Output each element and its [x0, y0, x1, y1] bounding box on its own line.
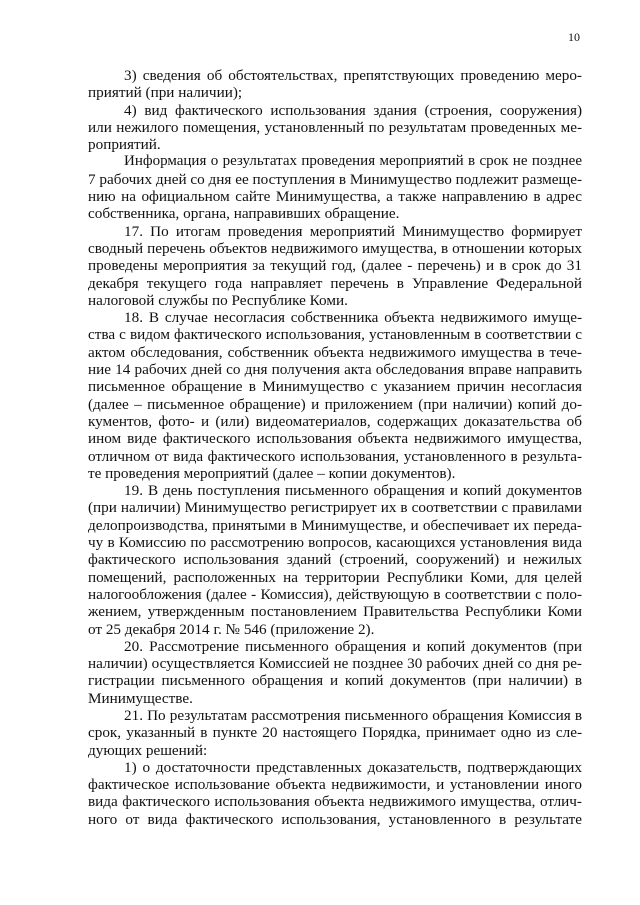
text-line: 21. По результатам рассмотрения письменного обращения Комиссия в — [124, 706, 582, 724]
text-line: фактического использования зданий (строений, сооружений) и нежилых — [88, 551, 582, 569]
text-line: (далее – письменное обращение) и приложением (при наличии) копий до- — [88, 395, 582, 413]
text-line: декабря текущего года направляет перечень в Управление Федеральной — [88, 274, 582, 292]
text-line: срок, указанный в пункте 20 настоящего Порядка, принимает одно из сле- — [88, 724, 582, 742]
text-line: Информация о результатах проведения мероприятий в срок не позднее — [124, 153, 582, 170]
text-line: наличии) осуществляется Комиссией не позднее 30 рабочих дней со дня ре- — [88, 655, 582, 673]
text-line: от 25 декабря 2014 г. № 546 (приложение 2). — [88, 620, 375, 638]
text-line: собственника, органа, направивших обращение. — [88, 205, 400, 223]
text-line: те проведения мероприятий (далее – копии документов). — [88, 464, 456, 482]
text-line: дующих решений: — [88, 741, 208, 759]
text-line: ние 14 рабочих дней со дня получения акта обследования вправе направить — [88, 361, 582, 379]
text-line: вида фактического использования объекта недвижимого имущества, отлич- — [88, 793, 582, 811]
text-line: (при наличии) Минимущество регистрирует их в соответствии с правилами — [88, 499, 582, 517]
text-line: 17. По итогам проведения мероприятий Минимущество формирует — [124, 222, 582, 240]
text-line: сводный перечень объектов недвижимого имущества, в отношении которых — [88, 239, 582, 257]
text-line: актом обследования, собственник объекта недвижимого имущества в тече- — [88, 343, 582, 361]
text-line: Минимуществе. — [88, 689, 193, 707]
text-line: 3) сведения об обстоятельствах, препятствующих проведению меро- — [124, 67, 582, 84]
text-line: ином виде фактического использования объекта недвижимого имущества, — [88, 430, 582, 448]
text-line: чу в Комиссию по рассмотрению вопросов, касающихся установления вида — [88, 534, 582, 552]
text-line: налоговой службы по Республике Коми. — [88, 291, 348, 309]
text-line: гистрации письменного обращения и копий документов (при наличии) в — [88, 672, 582, 690]
text-line: письменное обращение в Минимущество с указанием причин несогласия — [88, 378, 582, 396]
text-line: 4) вид фактического использования здания (строения, сооружения) — [124, 101, 582, 119]
text-line: роприятий. — [88, 136, 161, 154]
text-line: помещений, расположенных на территории Республики Коми, для целей — [88, 568, 582, 586]
text-line: 7 рабочих дней со дня ее поступления в Минимущество подлежит размеще- — [88, 170, 582, 188]
text-line: фактическое использование объекта недвижимости, и установлении иного — [88, 776, 582, 794]
document-body — [88, 67, 582, 828]
text-line: делопроизводства, принятыми в Минимуществе, и обеспечивает их переда- — [88, 516, 582, 534]
text-line: налогообложения (далее - Комиссия), действующую в соответствии с поло- — [88, 585, 582, 603]
text-line: 18. В случае несогласия собственника объекта недвижимого имуще- — [124, 309, 582, 327]
text-line: ного от вида фактического использования, установленного в результате — [88, 810, 582, 828]
text-line: ства с видом фактического использования, установленным в соответствии с — [88, 326, 582, 344]
text-line: проведены мероприятия за текущий год, (далее - перечень) и в срок до 31 — [88, 257, 582, 275]
text-line: приятий (при наличии); — [88, 84, 243, 102]
text-line: жением, утвержденным постановлением Правительства Республики Коми — [88, 603, 582, 621]
text-line: 19. В день поступления письменного обращения и копий документов — [124, 482, 582, 500]
text-line: или нежилого помещения, установленный по результатам проведенных ме- — [88, 118, 582, 136]
page-number: 10 — [568, 30, 580, 44]
text-line: 20. Рассмотрение письменного обращения и копий документов (при — [124, 637, 582, 655]
text-line: отличном от вида фактического использования, установленного в результа- — [88, 447, 582, 465]
text-line: 1) о достаточности представленных доказательств, подтверждающих — [124, 758, 582, 776]
text-line: кументов, фото- и (или) видеоматериалов, содержащих доказательства об — [88, 412, 582, 430]
text-line: нию на официальном сайте Минимущества, а также направлению в адрес — [88, 188, 582, 206]
